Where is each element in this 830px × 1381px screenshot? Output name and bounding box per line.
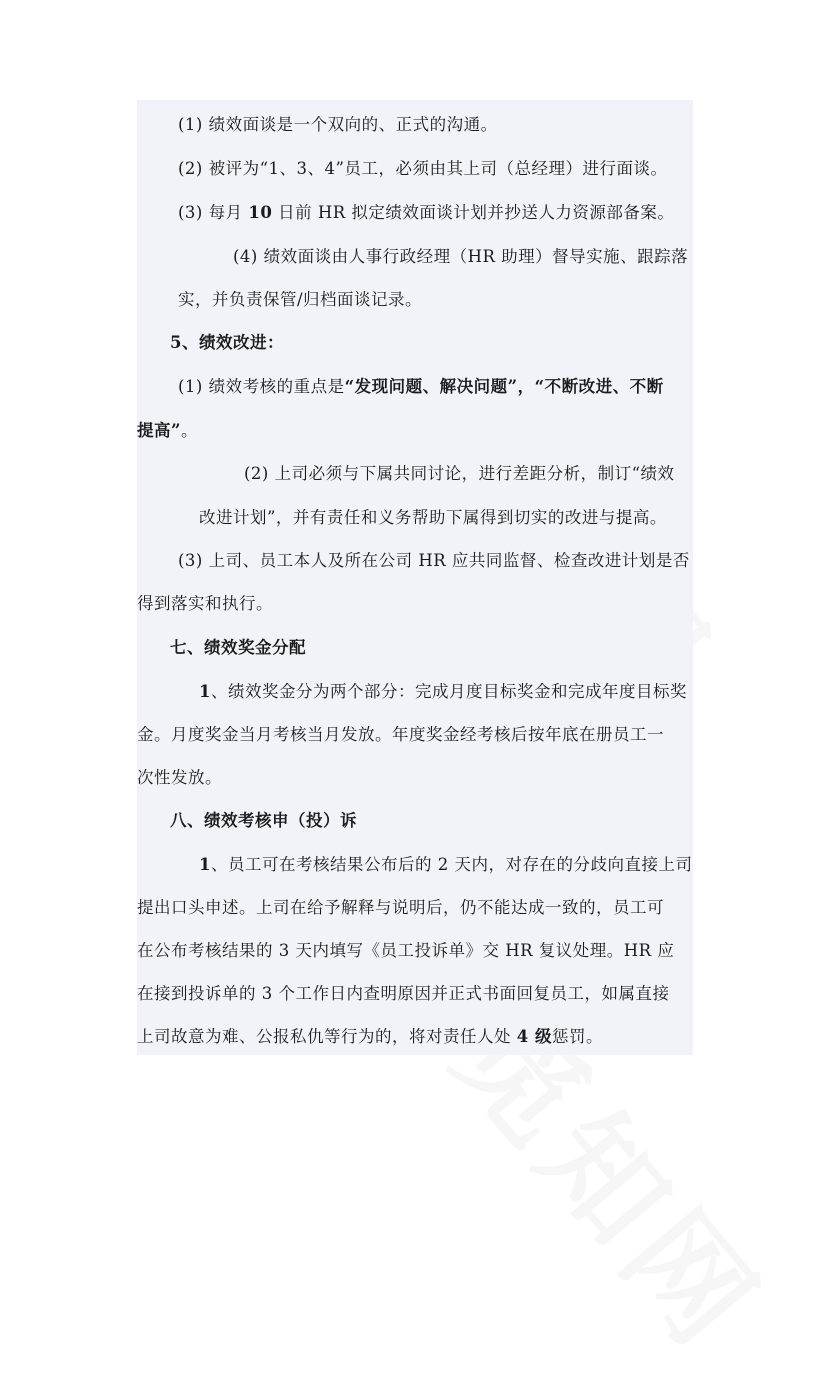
appeal-item-1-number: 1 (199, 855, 211, 874)
interview-item-2: (2) 被评为“1、3、4”员工，必须由其上司（总经理）进行面谈。 (178, 159, 668, 178)
bonus-item-1-number: 1 (199, 682, 211, 701)
bonus-item-1-cont-1: 金。月度奖金当月考核当月发放。年度奖金经考核后按年底在册员工一 (137, 725, 664, 744)
improvement-item-1-emphasis: “发现问题、解决问题”，“不断改进、不断 (344, 377, 664, 396)
appeal-item-1-text: 、员工可在考核结果公布后的 2 天内，对存在的分歧向直接上司 (210, 855, 693, 874)
improvement-item-1 (178, 377, 664, 397)
improvement-item-3-cont: 得到落实和执行。 (137, 594, 273, 613)
interview-item-3-prefix: (3) 每月 (178, 203, 249, 222)
appeal-item-1-cont-4-end: 惩罚。 (551, 1027, 603, 1046)
interview-item-3-day: 10 (248, 203, 273, 222)
section-5-heading: 5、绩效改进： (170, 333, 284, 352)
appeal-item-1-level: 4 级 (516, 1027, 552, 1046)
interview-item-4-cont: 实，并负责保管/归档面谈记录。 (178, 290, 423, 309)
bonus-item-1-cont-2: 次性发放。 (137, 768, 222, 787)
appeal-item-1 (199, 855, 692, 875)
improvement-item-1-prefix: (1) 绩效考核的重点是 (178, 377, 345, 396)
bonus-item-1-text: 、绩效奖金分为两个部分：完成月度目标奖金和完成年度目标奖 (210, 682, 687, 701)
improvement-item-1-cont-emphasis: 提高” (137, 421, 181, 440)
improvement-item-2-cont: 改进计划”，并有责任和义务帮助下属得到切实的改进与提高。 (199, 508, 667, 527)
bonus-item-1 (199, 682, 687, 702)
appeal-item-1-cont-4 (137, 1027, 603, 1047)
interview-item-3-rest: 日前 HR 拟定绩效面谈计划并抄送人力资源部备案。 (272, 203, 675, 222)
improvement-item-2: (2) 上司必须与下属共同讨论，进行差距分析，制订“绩效 (244, 464, 675, 483)
appeal-item-1-cont-4-text: 上司故意为难、公报私仇等行为的，将对责任人处 (137, 1027, 517, 1046)
appeal-item-1-cont-1: 提出口头申述。上司在给予解释与说明后，仍不能达成一致的，员工可 (137, 898, 664, 917)
improvement-item-1-cont-end: 。 (181, 421, 198, 440)
improvement-item-3: (3) 上司、员工本人及所在公司 HR 应共同监督、检查改进计划是否 (178, 551, 690, 570)
appeal-item-1-cont-3: 在接到投诉单的 3 个工作日内查明原因并正式书面回复员工，如属直接 (137, 984, 670, 1003)
section-8-heading: 八、绩效考核申（投）诉 (170, 811, 357, 830)
interview-item-4: (4) 绩效面谈由人事行政经理（HR 助理）督导实施、跟踪落 (233, 247, 689, 266)
interview-item-1: (1) 绩效面谈是一个双向的、正式的沟通。 (178, 115, 498, 134)
section-7-heading: 七、绩效奖金分配 (170, 638, 306, 657)
appeal-item-1-cont-2: 在公布考核结果的 3 天内填写《员工投诉单》交 HR 复议处理。HR 应 (137, 941, 675, 960)
interview-item-3 (178, 203, 674, 223)
improvement-item-1-cont (137, 421, 198, 441)
